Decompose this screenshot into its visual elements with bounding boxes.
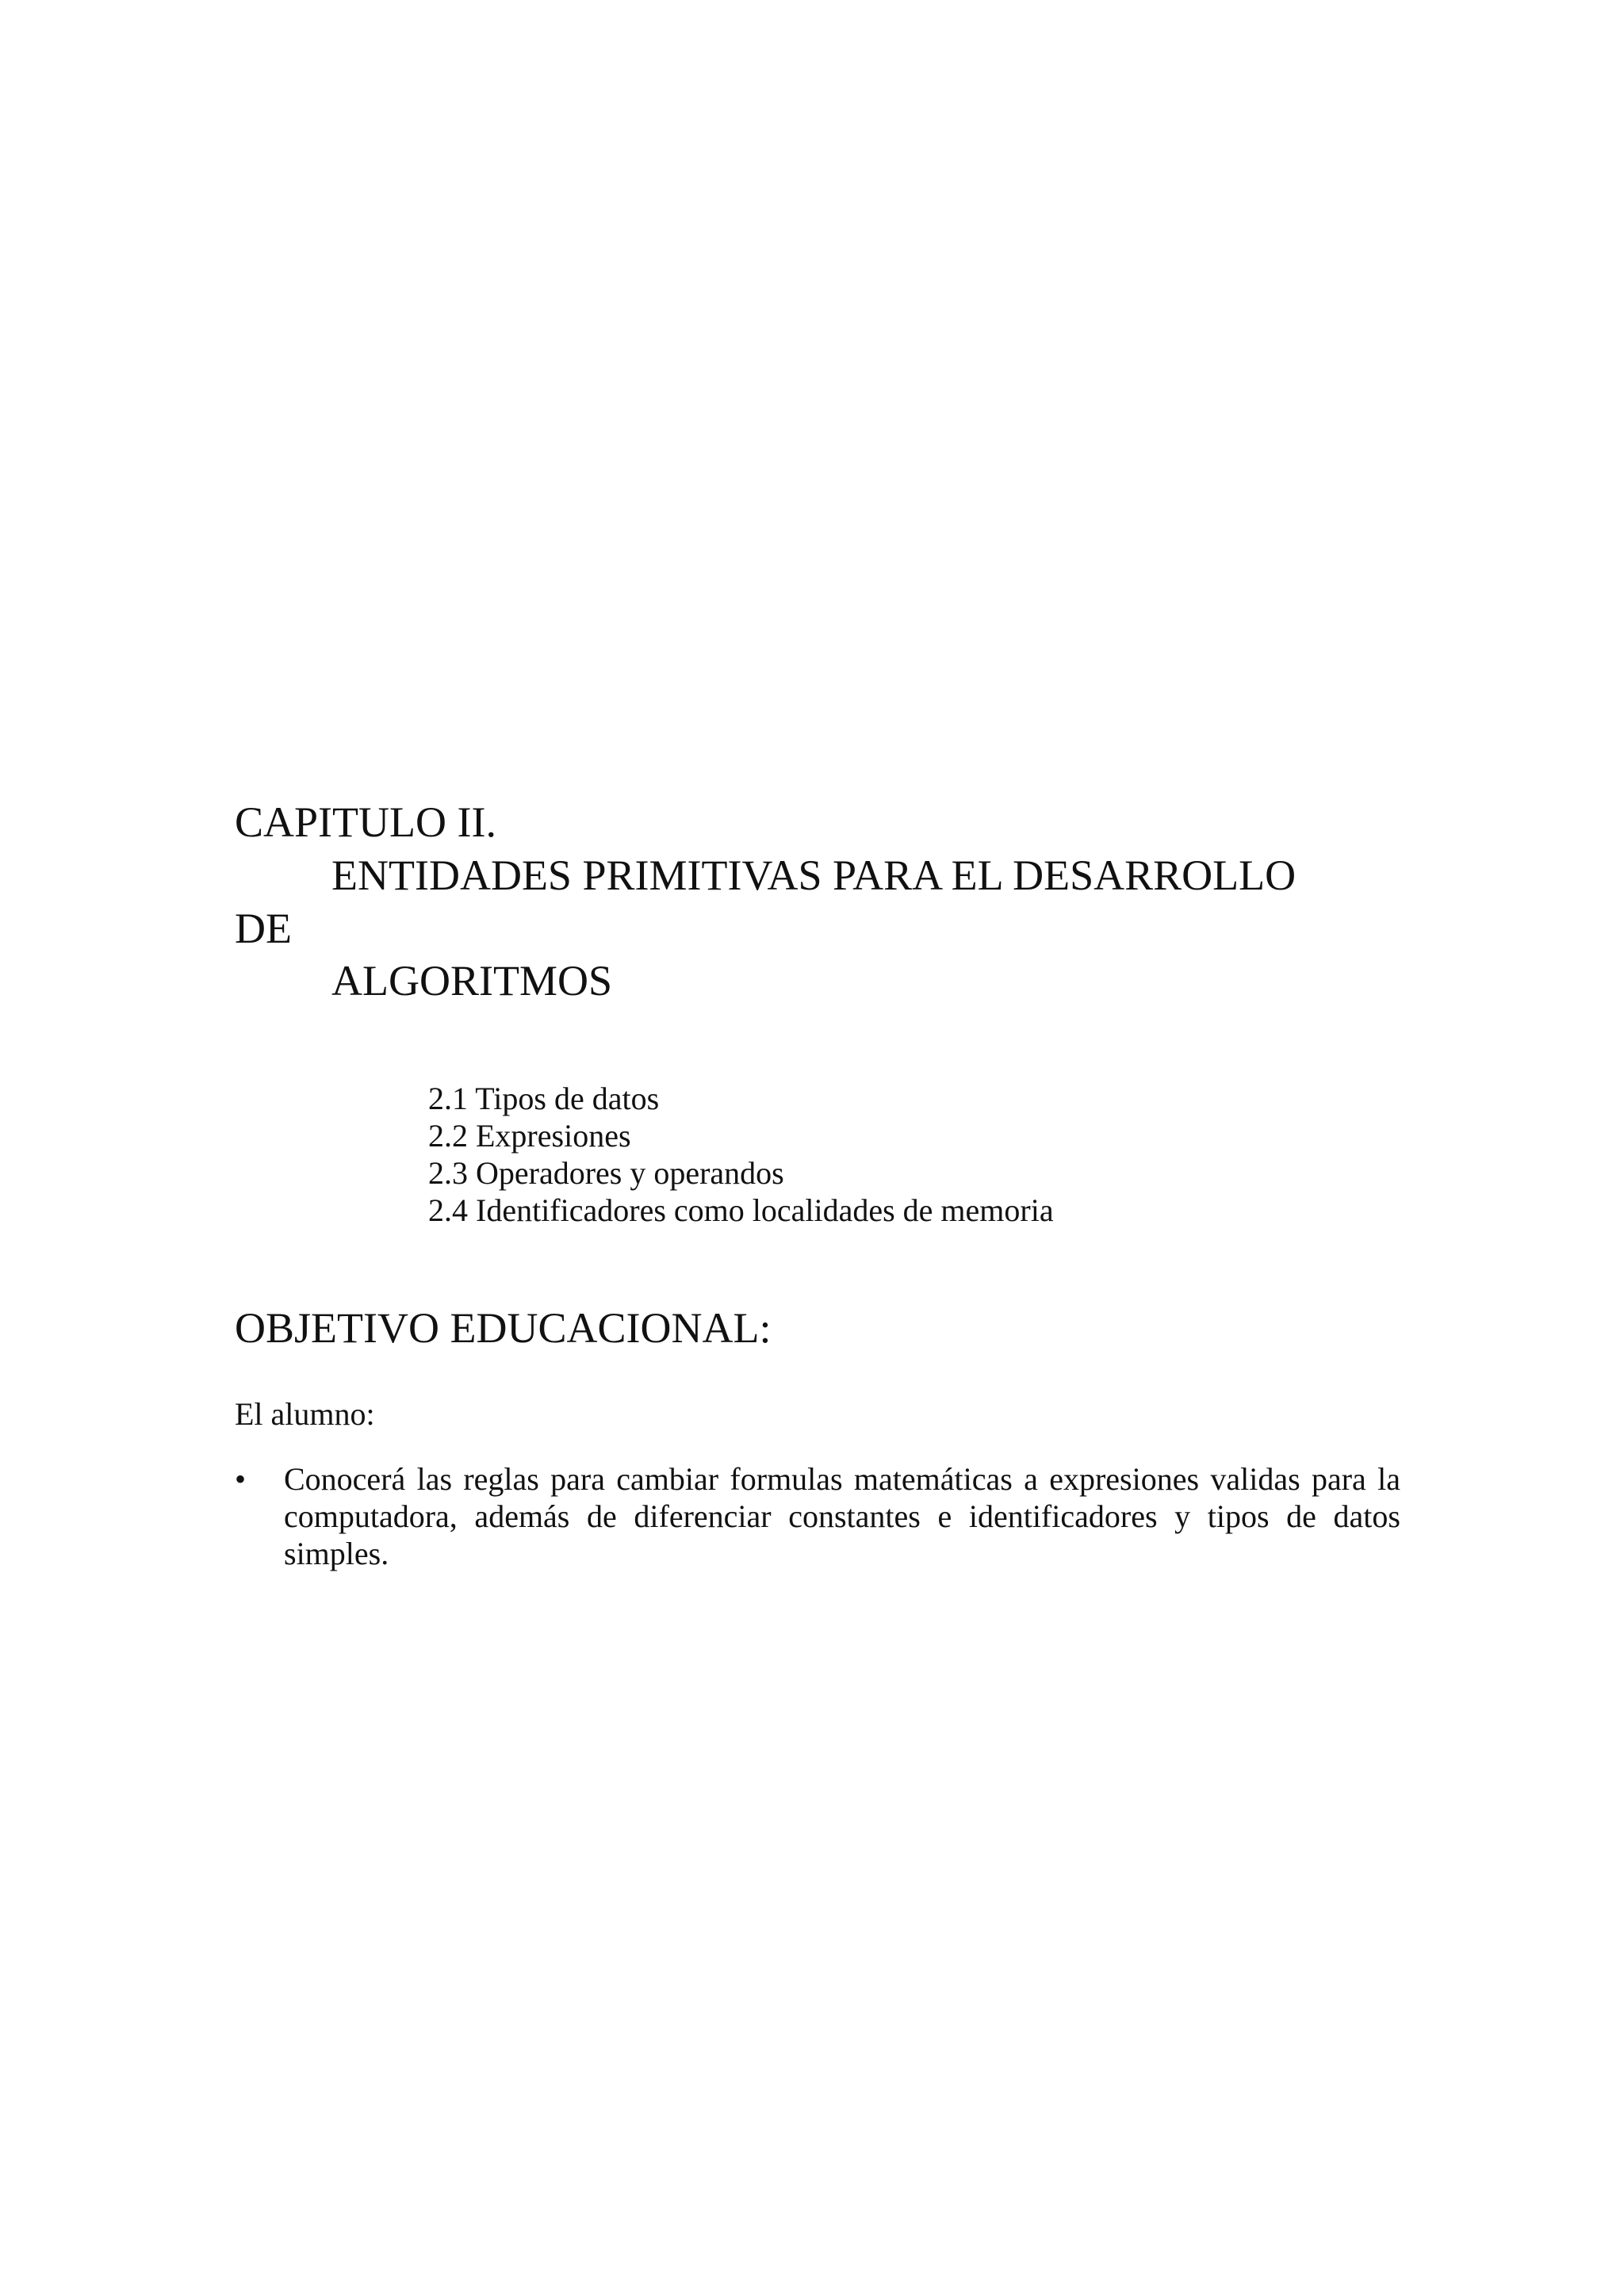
toc-item: 2.4 Identificadores como localidades de memoria	[428, 1192, 1054, 1228]
objective-bullet-text: Conocerá las reglas para cambiar formulas matemáticas a expresiones validas para la computadora, además de diferenciar constantes e identificadores y tipos de datos simples.	[284, 1461, 1400, 1571]
toc-item: 2.3 Operadores y operandos	[428, 1155, 784, 1191]
chapter-label: CAPITULO II.	[235, 798, 496, 846]
chapter-title-line-2: DE	[235, 905, 292, 952]
bullet-icon: •	[235, 1461, 247, 1497]
chapter-title-line-1: ENTIDADES PRIMITIVAS PARA EL DESARROLLO	[331, 851, 1297, 899]
chapter-title-line-3: ALGORITMOS	[331, 957, 613, 1004]
toc-item: 2.2 Expresiones	[428, 1118, 631, 1154]
toc-item: 2.1 Tipos de datos	[428, 1081, 660, 1116]
objective-heading: OBJETIVO EDUCACIONAL:	[235, 1304, 772, 1352]
objective-intro: El alumno:	[235, 1396, 375, 1432]
